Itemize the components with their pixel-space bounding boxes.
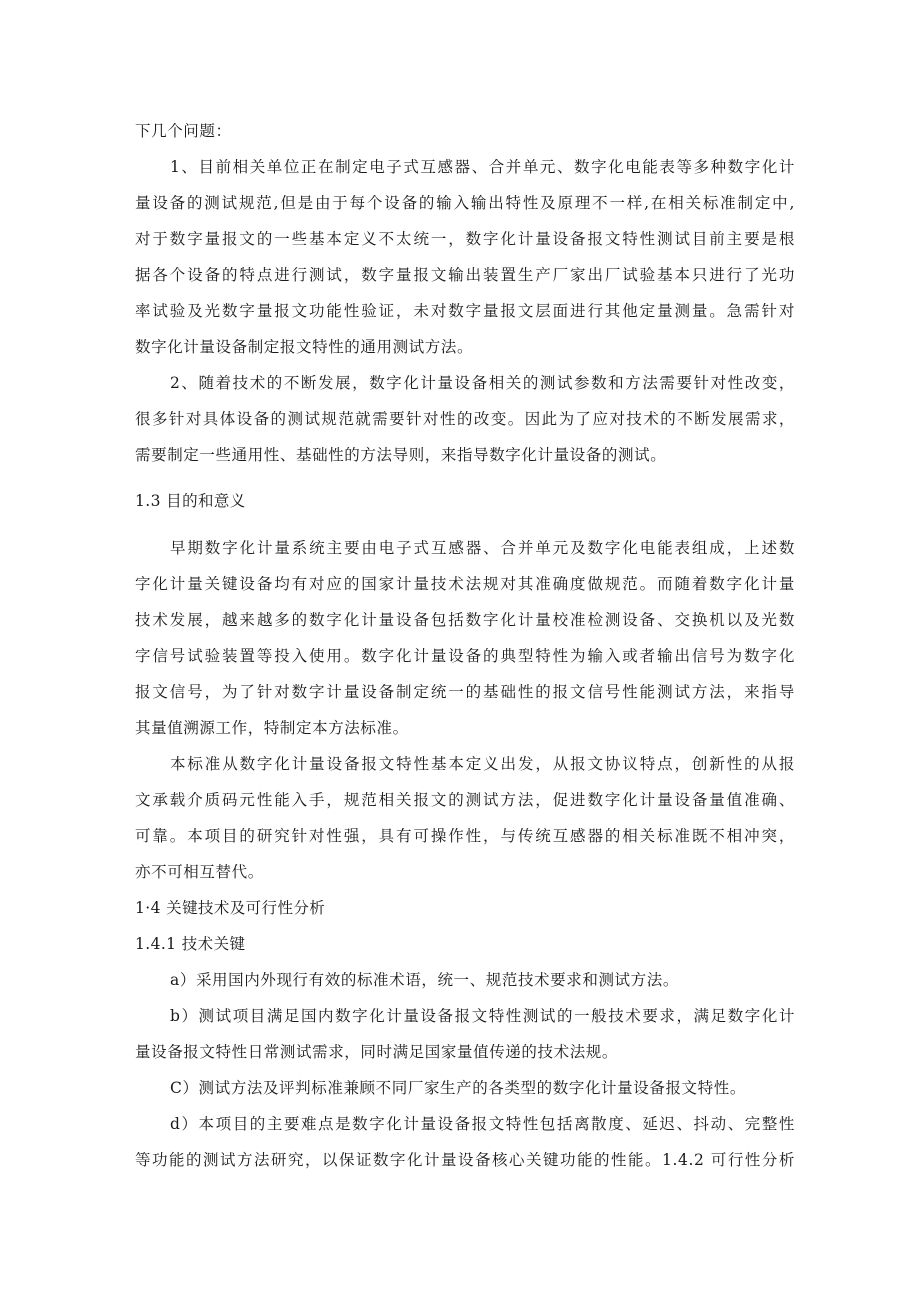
paragraph-line: 很多针对具体设备的测试规范就需要针对性的改变。因此为了应对技术的不断发展需求， [135, 410, 795, 428]
paragraph-line: 数字化计量设备制定报文特性的通用测试方法。 [135, 338, 474, 356]
paragraph-line: 需要制定一些通用性、基础性的方法导则，来指导数字化计量设备的测试。 [135, 446, 667, 464]
paragraph-line: 2、随着技术的不断发展，数字化计量设备相关的测试参数和方法需要针对性改变， [170, 374, 795, 392]
list-item: C）测试方法及评判标准兼顾不同厂家生产的各类型的数字化计量设备报文特性。 [170, 1079, 746, 1097]
section-heading: 1·4 关键技术及可行性分析 [135, 899, 326, 917]
subsection-heading: 1.4.1 技术关键 [135, 935, 246, 953]
paragraph-line: 字化计量关键设备均有对应的国家计量技术法规对其准确度做规范。而随着数字化计量 [135, 575, 795, 593]
paragraph-line: 据各个设备的特点进行测试，数字量报文输出装置生产厂家出厂试验基本只进行了光功 [135, 266, 795, 284]
paragraph-line: 字信号试验装置等投入使用。数字化计量设备的典型特性为输入或者输出信号为数字化 [135, 647, 795, 665]
paragraph-line: 对于数字量报文的一些基本定义不太统一，数字化计量设备报文特性测试目前主要是根 [135, 230, 795, 248]
paragraph-line: 率试验及光数字量报文功能性验证，未对数字量报文层面进行其他定量测量。急需针对 [135, 302, 795, 320]
paragraph-line: 文承载介质码元性能入手，规范相关报文的测试方法，促进数字化计量设备量值准确、 [135, 791, 795, 809]
paragraph-line: 量设备的测试规范,但是由于每个设备的输入输出特性及原理不一样,在相关标准制定中, [135, 194, 795, 212]
paragraph-line: 技术发展，越来越多的数字化计量设备包括数字化计量校准检测设备、交换机以及光数 [135, 611, 795, 629]
paragraph-line: 等功能的测试方法研究，以保证数字化计量设备核心关键功能的性能。1.4.2 可行性分析 [135, 1151, 795, 1169]
paragraph-line: 1、目前相关单位正在制定电子式互感器、合并单元、数字化电能表等多种数字化计 [170, 158, 795, 176]
paragraph-line: 可靠。本项目的研究针对性强，具有可操作性，与传统互感器的相关标准既不相冲突， [135, 827, 795, 845]
paragraph-line: 量设备报文特性日常测试需求，同时满足国家量值传递的技术法规。 [135, 1043, 619, 1061]
paragraph-line: 亦不可相互替代。 [135, 863, 264, 881]
section-heading: 1.3 目的和意义 [135, 492, 246, 510]
list-item: d）本项目的主要难点是数字化计量设备报文特性包括离散度、延迟、抖动、完整性 [170, 1115, 795, 1133]
paragraph-line: 本标准从数字化计量设备报文特性基本定义出发，从报文协议特点，创新性的从报 [170, 755, 795, 773]
paragraph-line: 下几个问题： [135, 122, 232, 140]
list-item: b）测试项目满足国内数字化计量设备报文特性测试的一般技术要求，满足数字化计 [170, 1007, 795, 1025]
list-item: a）采用国内外现行有效的标准术语，统一、规范技术要求和测试方法。 [170, 971, 679, 989]
paragraph-line: 早期数字化计量系统主要由电子式互感器、合并单元及数字化电能表组成，上述数 [170, 539, 795, 557]
paragraph-line: 报文信号，为了针对数字计量设备制定统一的基础性的报文信号性能测试方法，来指导 [135, 683, 795, 701]
paragraph-line: 其量值溯源工作，特制定本方法标准。 [135, 719, 409, 737]
